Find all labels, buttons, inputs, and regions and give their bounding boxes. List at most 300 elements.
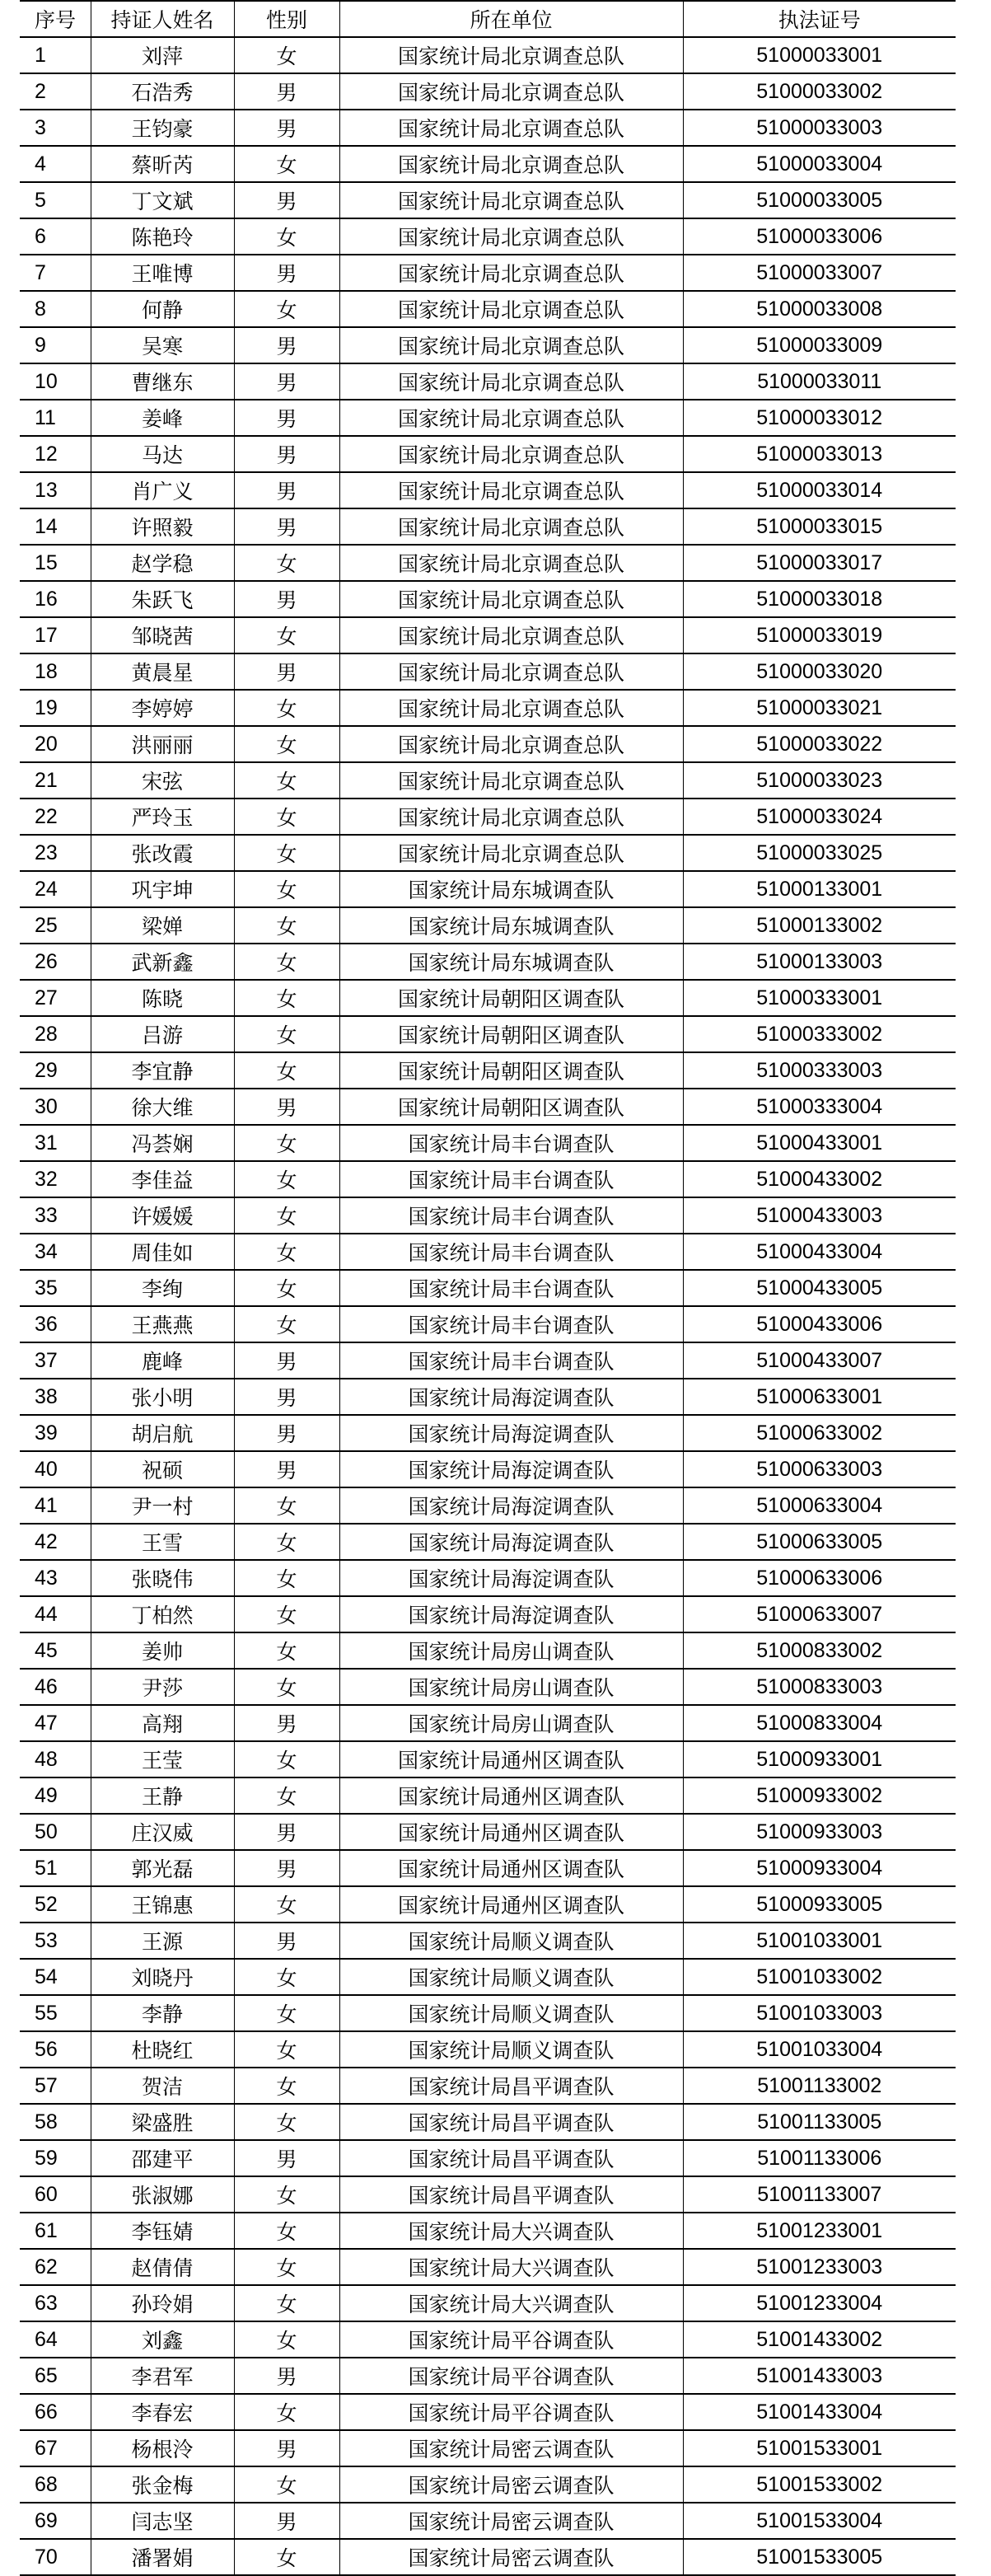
cell-certificate-number: 51001133002 (683, 2068, 956, 2104)
cell-certificate-number: 51000033004 (683, 146, 956, 182)
cell-holder-name: 李君军 (91, 2358, 234, 2394)
cell-work-unit: 国家统计局朝阳区调查队 (339, 1016, 683, 1052)
cell-work-unit: 国家统计局北京调查总队 (339, 37, 683, 73)
cell-serial-number: 3 (20, 110, 91, 146)
cell-certificate-number: 51000333001 (683, 980, 956, 1016)
cell-certificate-number: 51000033013 (683, 436, 956, 472)
cell-certificate-number: 51000133002 (683, 907, 956, 944)
table-row (20, 291, 956, 327)
cell-certificate-number: 51000633002 (683, 1415, 956, 1451)
table-row (20, 1089, 956, 1125)
cell-gender: 女 (234, 617, 339, 653)
cell-holder-name: 赵学稳 (91, 545, 234, 581)
cell-work-unit: 国家统计局密云调查队 (339, 2430, 683, 2466)
cell-certificate-number: 51000033025 (683, 835, 956, 871)
cell-gender: 女 (234, 1669, 339, 1705)
cell-certificate-number: 51000033002 (683, 73, 956, 110)
cell-certificate-number: 51001433003 (683, 2358, 956, 2394)
cell-gender: 女 (234, 1161, 339, 1197)
cell-holder-name: 丁文斌 (91, 182, 234, 218)
table-row (20, 1125, 956, 1161)
table-row (20, 545, 956, 581)
cell-gender: 女 (234, 726, 339, 762)
cell-gender: 男 (234, 1415, 339, 1451)
cell-gender: 女 (234, 1995, 339, 2031)
cell-serial-number: 22 (20, 799, 91, 835)
cell-holder-name: 胡启航 (91, 1415, 234, 1451)
table-row (20, 73, 956, 110)
cell-work-unit: 国家统计局丰台调查队 (339, 1197, 683, 1234)
table-row (20, 2358, 956, 2394)
cell-work-unit: 国家统计局顺义调查队 (339, 1923, 683, 1959)
cell-gender: 男 (234, 1342, 339, 1379)
cell-gender: 女 (234, 2466, 339, 2503)
table-row (20, 1596, 956, 1632)
cell-serial-number: 64 (20, 2321, 91, 2358)
table-body (20, 37, 956, 2575)
cell-work-unit: 国家统计局朝阳区调查队 (339, 1052, 683, 1089)
cell-certificate-number: 51000033018 (683, 581, 956, 617)
table-row (20, 255, 956, 291)
cell-gender: 女 (234, 1524, 339, 1560)
cell-gender: 女 (234, 1959, 339, 1995)
table-row (20, 110, 956, 146)
cell-serial-number: 40 (20, 1451, 91, 1487)
table-row (20, 1814, 956, 1850)
cell-certificate-number: 51000633004 (683, 1487, 956, 1524)
cell-certificate-number: 51000033015 (683, 508, 956, 545)
cell-work-unit: 国家统计局通州区调查队 (339, 1777, 683, 1814)
cell-serial-number: 16 (20, 581, 91, 617)
header-gender: 性别 (234, 1, 339, 37)
cell-certificate-number: 51000033019 (683, 617, 956, 653)
cell-certificate-number: 51000033014 (683, 472, 956, 508)
cell-work-unit: 国家统计局东城调查队 (339, 944, 683, 980)
cell-serial-number: 50 (20, 1814, 91, 1850)
cell-certificate-number: 51000633006 (683, 1560, 956, 1596)
cell-work-unit: 国家统计局昌平调查队 (339, 2176, 683, 2213)
cell-certificate-number: 51000033017 (683, 545, 956, 581)
cell-serial-number: 24 (20, 871, 91, 907)
table-row (20, 2466, 956, 2503)
cell-certificate-number: 51000333004 (683, 1089, 956, 1125)
cell-holder-name: 李绚 (91, 1270, 234, 1306)
table-row (20, 762, 956, 799)
cell-holder-name: 王锦惠 (91, 1886, 234, 1923)
cell-certificate-number: 51000133003 (683, 944, 956, 980)
cell-holder-name: 黄晨星 (91, 653, 234, 690)
cell-work-unit: 国家统计局大兴调查队 (339, 2285, 683, 2321)
cell-gender: 男 (234, 1705, 339, 1741)
cell-serial-number: 21 (20, 762, 91, 799)
cell-certificate-number: 51000633003 (683, 1451, 956, 1487)
table-row (20, 363, 956, 400)
cell-certificate-number: 51000933005 (683, 1886, 956, 1923)
cell-serial-number: 65 (20, 2358, 91, 2394)
table-row (20, 1451, 956, 1487)
cell-serial-number: 68 (20, 2466, 91, 2503)
cell-work-unit: 国家统计局北京调查总队 (339, 472, 683, 508)
cell-gender: 女 (234, 2394, 339, 2430)
cell-work-unit: 国家统计局北京调查总队 (339, 690, 683, 726)
cell-serial-number: 20 (20, 726, 91, 762)
cell-certificate-number: 51000833004 (683, 1705, 956, 1741)
cell-gender: 女 (234, 690, 339, 726)
cell-serial-number: 7 (20, 255, 91, 291)
cell-serial-number: 29 (20, 1052, 91, 1089)
cell-work-unit: 国家统计局海淀调查队 (339, 1415, 683, 1451)
cell-holder-name: 王燕燕 (91, 1306, 234, 1342)
cell-holder-name: 孙玲娟 (91, 2285, 234, 2321)
cell-serial-number: 69 (20, 2503, 91, 2539)
cell-work-unit: 国家统计局朝阳区调查队 (339, 980, 683, 1016)
cell-certificate-number: 51001033001 (683, 1923, 956, 1959)
cell-serial-number: 5 (20, 182, 91, 218)
cell-serial-number: 30 (20, 1089, 91, 1125)
cell-gender: 男 (234, 1850, 339, 1886)
cell-certificate-number: 51000833003 (683, 1669, 956, 1705)
cell-holder-name: 李静 (91, 1995, 234, 2031)
table-row (20, 2285, 956, 2321)
cell-certificate-number: 51000933004 (683, 1850, 956, 1886)
cell-holder-name: 梁婵 (91, 907, 234, 944)
cell-gender: 女 (234, 2031, 339, 2068)
cell-gender: 女 (234, 1560, 339, 1596)
cell-holder-name: 邵建平 (91, 2140, 234, 2176)
cell-holder-name: 王莹 (91, 1741, 234, 1777)
header-certificate-number: 执法证号 (683, 1, 956, 37)
cell-work-unit: 国家统计局北京调查总队 (339, 835, 683, 871)
cell-certificate-number: 51001033003 (683, 1995, 956, 2031)
table-row (20, 1632, 956, 1669)
cell-certificate-number: 51000633007 (683, 1596, 956, 1632)
cell-certificate-number: 51000033020 (683, 653, 956, 690)
cell-serial-number: 63 (20, 2285, 91, 2321)
cell-certificate-number: 51001033004 (683, 2031, 956, 2068)
table-row (20, 472, 956, 508)
cell-holder-name: 巩宇坤 (91, 871, 234, 907)
table-row (20, 835, 956, 871)
cell-certificate-number: 51001133007 (683, 2176, 956, 2213)
cell-serial-number: 62 (20, 2249, 91, 2285)
cell-serial-number: 27 (20, 980, 91, 1016)
cell-certificate-number: 51000433005 (683, 1270, 956, 1306)
cell-serial-number: 28 (20, 1016, 91, 1052)
cell-work-unit: 国家统计局北京调查总队 (339, 327, 683, 363)
cell-gender: 男 (234, 436, 339, 472)
cell-holder-name: 肖广义 (91, 472, 234, 508)
cell-gender: 女 (234, 1270, 339, 1306)
cell-holder-name: 祝硕 (91, 1451, 234, 1487)
cell-certificate-number: 51000433002 (683, 1161, 956, 1197)
cell-certificate-number: 51001233003 (683, 2249, 956, 2285)
cell-gender: 女 (234, 2321, 339, 2358)
cell-serial-number: 44 (20, 1596, 91, 1632)
table-row (20, 799, 956, 835)
table-row (20, 1524, 956, 1560)
table-row (20, 1560, 956, 1596)
cell-gender: 男 (234, 2430, 339, 2466)
cell-work-unit: 国家统计局平谷调查队 (339, 2358, 683, 2394)
table-row (20, 327, 956, 363)
table-row (20, 653, 956, 690)
cell-certificate-number: 51000933003 (683, 1814, 956, 1850)
header-holder-name: 持证人姓名 (91, 1, 234, 37)
cell-certificate-number: 51000033007 (683, 255, 956, 291)
cell-serial-number: 19 (20, 690, 91, 726)
cell-holder-name: 陈艳玲 (91, 218, 234, 255)
cell-holder-name: 马达 (91, 436, 234, 472)
cell-gender: 女 (234, 799, 339, 835)
cell-certificate-number: 51000933002 (683, 1777, 956, 1814)
cell-serial-number: 32 (20, 1161, 91, 1197)
table-row (20, 2140, 956, 2176)
cell-work-unit: 国家统计局海淀调查队 (339, 1451, 683, 1487)
cell-serial-number: 61 (20, 2213, 91, 2249)
cell-serial-number: 54 (20, 1959, 91, 1995)
cell-gender: 女 (234, 871, 339, 907)
table-row (20, 1016, 956, 1052)
header-serial-number: 序号 (20, 1, 91, 37)
table-row (20, 37, 956, 73)
table-row (20, 1270, 956, 1306)
cell-serial-number: 31 (20, 1125, 91, 1161)
table-row (20, 1923, 956, 1959)
table-row (20, 1234, 956, 1270)
cell-serial-number: 8 (20, 291, 91, 327)
cell-certificate-number: 51000433007 (683, 1342, 956, 1379)
cell-holder-name: 张金梅 (91, 2466, 234, 2503)
cell-gender: 女 (234, 1234, 339, 1270)
cell-certificate-number: 51000033008 (683, 291, 956, 327)
cell-gender: 男 (234, 73, 339, 110)
cell-holder-name: 刘萍 (91, 37, 234, 73)
cell-work-unit: 国家统计局北京调查总队 (339, 436, 683, 472)
table-row (20, 1487, 956, 1524)
cell-certificate-number: 51000333002 (683, 1016, 956, 1052)
cell-serial-number: 55 (20, 1995, 91, 2031)
table-row (20, 508, 956, 545)
cell-certificate-number: 51000033021 (683, 690, 956, 726)
cell-gender: 女 (234, 218, 339, 255)
cell-certificate-number: 51000033003 (683, 110, 956, 146)
cell-holder-name: 陈晓 (91, 980, 234, 1016)
table-row (20, 2068, 956, 2104)
cell-serial-number: 35 (20, 1270, 91, 1306)
cell-gender: 男 (234, 255, 339, 291)
cell-gender: 女 (234, 146, 339, 182)
cell-serial-number: 39 (20, 1415, 91, 1451)
table-row (20, 690, 956, 726)
cell-gender: 男 (234, 182, 339, 218)
cell-serial-number: 59 (20, 2140, 91, 2176)
table-row (20, 1306, 956, 1342)
cell-serial-number: 51 (20, 1850, 91, 1886)
cell-serial-number: 15 (20, 545, 91, 581)
cell-holder-name: 蔡昕芮 (91, 146, 234, 182)
cell-holder-name: 郭光磊 (91, 1850, 234, 1886)
cell-gender: 男 (234, 2358, 339, 2394)
cell-holder-name: 姜峰 (91, 400, 234, 436)
cell-work-unit: 国家统计局昌平调查队 (339, 2068, 683, 2104)
table-row (20, 1850, 956, 1886)
cell-certificate-number: 51000633005 (683, 1524, 956, 1560)
cell-work-unit: 国家统计局北京调查总队 (339, 726, 683, 762)
cell-gender: 女 (234, 1016, 339, 1052)
table-row (20, 2176, 956, 2213)
cell-gender: 女 (234, 2104, 339, 2140)
cell-certificate-number: 51000033005 (683, 182, 956, 218)
cell-gender: 男 (234, 2140, 339, 2176)
cell-gender: 女 (234, 1596, 339, 1632)
header-row (20, 1, 956, 37)
cell-serial-number: 4 (20, 146, 91, 182)
cell-serial-number: 2 (20, 73, 91, 110)
cell-holder-name: 张改霞 (91, 835, 234, 871)
cell-gender: 男 (234, 1814, 339, 1850)
cell-gender: 男 (234, 2503, 339, 2539)
cell-serial-number: 36 (20, 1306, 91, 1342)
table-row (20, 1777, 956, 1814)
cell-serial-number: 13 (20, 472, 91, 508)
cell-gender: 女 (234, 762, 339, 799)
cell-serial-number: 1 (20, 37, 91, 73)
cell-holder-name: 洪丽丽 (91, 726, 234, 762)
cell-work-unit: 国家统计局丰台调查队 (339, 1306, 683, 1342)
cell-serial-number: 56 (20, 2031, 91, 2068)
table-row (20, 2503, 956, 2539)
cell-work-unit: 国家统计局通州区调查队 (339, 1814, 683, 1850)
table-row (20, 2213, 956, 2249)
cell-holder-name: 朱跃飞 (91, 581, 234, 617)
cell-work-unit: 国家统计局丰台调查队 (339, 1161, 683, 1197)
law-enforcement-certificate-table (20, 0, 956, 2576)
cell-certificate-number: 51001233004 (683, 2285, 956, 2321)
cell-work-unit: 国家统计局昌平调查队 (339, 2140, 683, 2176)
cell-serial-number: 10 (20, 363, 91, 400)
cell-holder-name: 刘晓丹 (91, 1959, 234, 1995)
cell-serial-number: 49 (20, 1777, 91, 1814)
cell-work-unit: 国家统计局大兴调查队 (339, 2249, 683, 2285)
cell-holder-name: 王钧豪 (91, 110, 234, 146)
cell-holder-name: 闫志坚 (91, 2503, 234, 2539)
cell-holder-name: 丁柏然 (91, 1596, 234, 1632)
cell-certificate-number: 51000033022 (683, 726, 956, 762)
cell-gender: 女 (234, 907, 339, 944)
cell-certificate-number: 51000433004 (683, 1234, 956, 1270)
cell-gender: 女 (234, 37, 339, 73)
table-row (20, 944, 956, 980)
table-row (20, 726, 956, 762)
cell-gender: 女 (234, 2176, 339, 2213)
cell-serial-number: 6 (20, 218, 91, 255)
table-row (20, 2321, 956, 2358)
table-row (20, 1741, 956, 1777)
cell-gender: 男 (234, 472, 339, 508)
cell-holder-name: 王唯博 (91, 255, 234, 291)
cell-work-unit: 国家统计局通州区调查队 (339, 1886, 683, 1923)
cell-holder-name: 张淑娜 (91, 2176, 234, 2213)
cell-holder-name: 李钰婧 (91, 2213, 234, 2249)
cell-work-unit: 国家统计局北京调查总队 (339, 255, 683, 291)
cell-certificate-number: 51000033023 (683, 762, 956, 799)
cell-gender: 男 (234, 1451, 339, 1487)
cell-work-unit: 国家统计局房山调查队 (339, 1669, 683, 1705)
cell-gender: 女 (234, 1125, 339, 1161)
cell-holder-name: 张晓伟 (91, 1560, 234, 1596)
cell-serial-number: 52 (20, 1886, 91, 1923)
cell-holder-name: 潘署娟 (91, 2539, 234, 2575)
cell-work-unit: 国家统计局丰台调查队 (339, 1342, 683, 1379)
cell-work-unit: 国家统计局大兴调查队 (339, 2213, 683, 2249)
cell-work-unit: 国家统计局北京调查总队 (339, 182, 683, 218)
cell-gender: 男 (234, 508, 339, 545)
cell-serial-number: 23 (20, 835, 91, 871)
cell-holder-name: 宋弦 (91, 762, 234, 799)
cell-certificate-number: 51001033002 (683, 1959, 956, 1995)
cell-work-unit: 国家统计局北京调查总队 (339, 617, 683, 653)
cell-holder-name: 严玲玉 (91, 799, 234, 835)
cell-certificate-number: 51001433004 (683, 2394, 956, 2430)
cell-holder-name: 许媛媛 (91, 1197, 234, 1234)
cell-certificate-number: 51001433002 (683, 2321, 956, 2358)
cell-work-unit: 国家统计局海淀调查队 (339, 1379, 683, 1415)
cell-serial-number: 45 (20, 1632, 91, 1669)
cell-serial-number: 11 (20, 400, 91, 436)
cell-gender: 男 (234, 363, 339, 400)
cell-serial-number: 17 (20, 617, 91, 653)
cell-serial-number: 70 (20, 2539, 91, 2575)
table-header (20, 1, 956, 37)
table-row (20, 146, 956, 182)
cell-gender: 女 (234, 2539, 339, 2575)
table-row (20, 1161, 956, 1197)
cell-gender: 女 (234, 291, 339, 327)
cell-gender: 男 (234, 653, 339, 690)
cell-work-unit: 国家统计局北京调查总队 (339, 653, 683, 690)
table-row (20, 581, 956, 617)
cell-certificate-number: 51001533002 (683, 2466, 956, 2503)
cell-gender: 女 (234, 1632, 339, 1669)
cell-serial-number: 42 (20, 1524, 91, 1560)
cell-serial-number: 14 (20, 508, 91, 545)
cell-work-unit: 国家统计局北京调查总队 (339, 581, 683, 617)
table-row (20, 2539, 956, 2575)
cell-gender: 女 (234, 980, 339, 1016)
cell-work-unit: 国家统计局北京调查总队 (339, 508, 683, 545)
cell-holder-name: 高翔 (91, 1705, 234, 1741)
cell-holder-name: 武新鑫 (91, 944, 234, 980)
cell-holder-name: 王源 (91, 1923, 234, 1959)
table-row (20, 2031, 956, 2068)
cell-work-unit: 国家统计局房山调查队 (339, 1705, 683, 1741)
cell-gender: 男 (234, 400, 339, 436)
table-row (20, 218, 956, 255)
cell-gender: 男 (234, 1089, 339, 1125)
cell-holder-name: 杜晓红 (91, 2031, 234, 2068)
cell-serial-number: 18 (20, 653, 91, 690)
table-row (20, 1705, 956, 1741)
table-row (20, 1379, 956, 1415)
cell-holder-name: 石浩秀 (91, 73, 234, 110)
cell-serial-number: 46 (20, 1669, 91, 1705)
cell-gender: 女 (234, 1197, 339, 1234)
cell-certificate-number: 51000633001 (683, 1379, 956, 1415)
cell-gender: 女 (234, 1487, 339, 1524)
header-work-unit: 所在单位 (339, 1, 683, 37)
cell-gender: 女 (234, 1306, 339, 1342)
cell-serial-number: 60 (20, 2176, 91, 2213)
